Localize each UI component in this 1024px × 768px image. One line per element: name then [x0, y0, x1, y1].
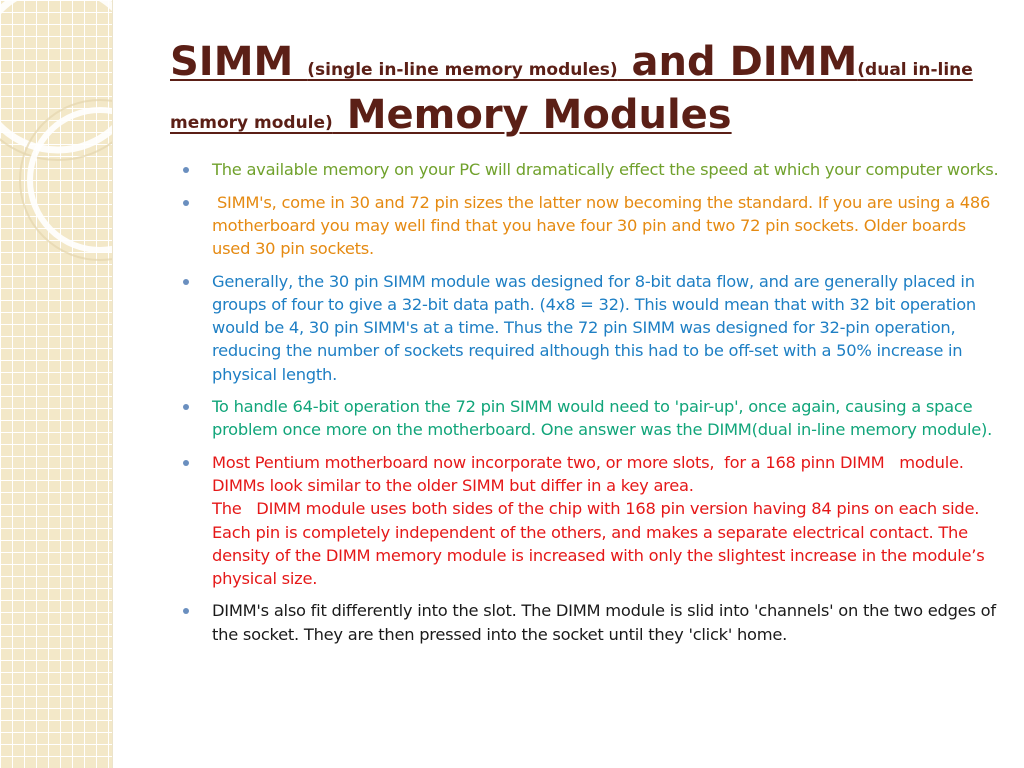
- bullet-dot-icon: [183, 608, 189, 614]
- bullet-item: [170, 451, 1000, 591]
- bullet-dot-icon: [183, 200, 189, 206]
- slide-title: [170, 36, 1000, 142]
- bullet-text: The available memory on your PC will dramatically effect the speed at which your computer works.: [212, 160, 999, 180]
- bullet-text: DIMM's also fit differently into the slot. The DIMM module is slid into 'channels' on the two edges of the socket. They are then pressed into the socket until they 'click' home.: [212, 601, 996, 644]
- bullet-text-line2: The DIMM module uses both sides of the chip with 168 pin version having 84 pins on each side. Each pin is completely independent of the others, and makes a separate electrical contact. The density of the DIMM memory module is increased with only the slightest increase in the module’s physical size.: [212, 499, 990, 589]
- decorative-divider: [112, 0, 119, 768]
- bullet-list: [170, 158, 1000, 646]
- bullet-item: [170, 158, 1000, 181]
- decorative-circles: [0, 0, 112, 768]
- bullet-dot-icon: [183, 404, 189, 410]
- bullet-text: To handle 64-bit operation the 72 pin SIMM would need to 'pair-up', once again, causing a space problem once more on the motherboard. One answer was the DIMM(dual in-line memory module).: [212, 397, 993, 440]
- bullet-dot-icon: [183, 279, 189, 285]
- bullet-item: [170, 599, 1000, 646]
- title-simm-expansion: (single in-line memory modules): [307, 60, 618, 80]
- bullet-text: Generally, the 30 pin SIMM module was designed for 8-bit data flow, and are generally placed in groups of four to give a 32-bit data path. (4x8 = 32). This would mean that with 32 bit operation would be 4, 30 pin SIMM's at a time. Thus the 72 pin SIMM was designed for 32-pin operation, reducing the number of sockets required although this had to be off-set with a 50% increase in physical length.: [212, 271, 976, 384]
- title-memory-modules: Memory Modules: [332, 92, 732, 139]
- bullet-dot-icon: [183, 460, 189, 466]
- bullet-dot-icon: [183, 167, 189, 173]
- bullet-item: [170, 270, 1000, 386]
- slide-content: [170, 36, 1000, 655]
- bullet-item: [170, 191, 1000, 261]
- bullet-text: SIMM's, come in 30 and 72 pin sizes the latter now becoming the standard. If you are using a 486 motherboard you may well find that you have four 30 pin and two 72 pin sockets. Older boards used 30 pin sockets.: [212, 192, 996, 259]
- bullet-text-line1: Most Pentium motherboard now incorporate two, or more slots, for a 168 pinn DIMM module. DIMMs look similar to the older SIMM but differ in a key area.: [212, 452, 969, 495]
- title-and-dimm: and DIMM: [617, 39, 858, 85]
- bullet-item: [170, 395, 1000, 442]
- title-simm: SIMM: [170, 39, 308, 85]
- title-dimm-expansion: (dual in-line memory module): [170, 60, 973, 134]
